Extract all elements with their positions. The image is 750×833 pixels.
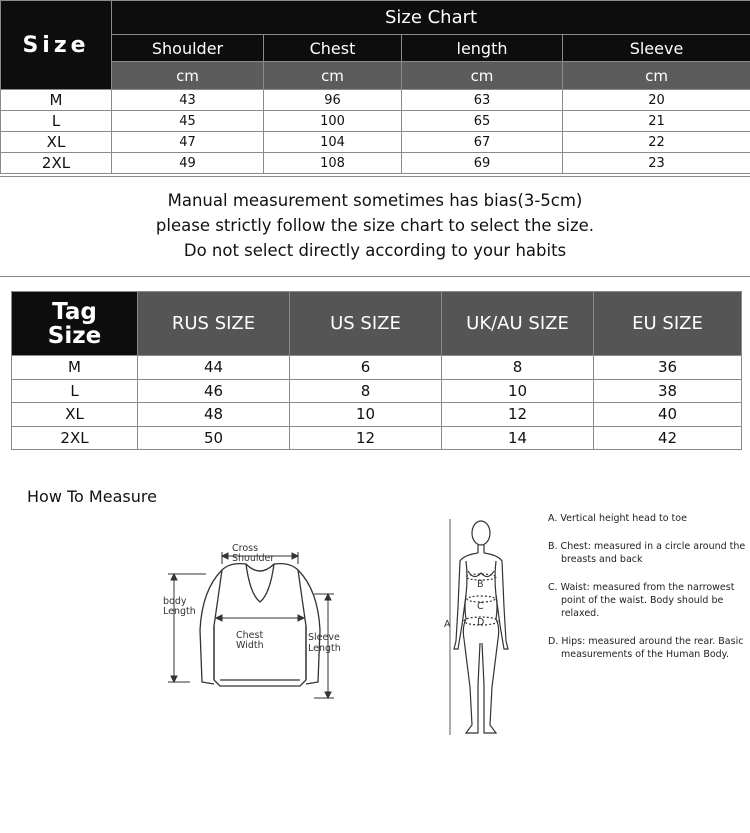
table-cell: 36	[594, 356, 742, 380]
unit-label: cm	[112, 62, 264, 90]
figure-label-c: C	[477, 601, 484, 612]
note-line: please strictly follow the size chart to select the size.	[155, 216, 595, 235]
row-size-label: L	[12, 379, 138, 403]
table-row	[1, 111, 750, 132]
table-cell: 46	[138, 379, 290, 403]
table-row	[1, 153, 750, 174]
note-line: Do not select directly according to your habits	[183, 241, 567, 260]
label-cross-shoulder: Shoulder	[232, 553, 275, 564]
column-header: Chest	[264, 35, 402, 62]
table-cell: 10	[442, 379, 594, 403]
table-row	[12, 426, 742, 450]
table-cell: 50	[138, 426, 290, 450]
label-body-length: body	[163, 596, 187, 607]
table-cell: 12	[290, 426, 442, 450]
column-header: UK/AU SIZE	[442, 292, 594, 356]
unit-label: cm	[402, 62, 563, 90]
column-header: Shoulder	[112, 35, 264, 62]
tag-label-line: Size	[47, 322, 102, 349]
table-row	[12, 379, 742, 403]
table-cell: 40	[594, 403, 742, 427]
table-cell: 65	[402, 111, 563, 132]
table-cell: 6	[290, 356, 442, 380]
table-row	[1, 132, 750, 153]
row-size-label: M	[12, 356, 138, 380]
figure-label-b: B	[477, 579, 484, 590]
table-row	[1, 90, 750, 111]
table-cell: 48	[138, 403, 290, 427]
body-figure-diagram	[440, 515, 540, 745]
definition-item: C. Waist: measured from the narrowest point of the waist. Body should be relaxed.	[548, 582, 735, 619]
table-cell: 67	[402, 132, 563, 153]
definition-item: A. Vertical height head to toe	[548, 513, 687, 524]
measurement-note	[0, 176, 750, 277]
column-header: RUS SIZE	[138, 292, 290, 356]
definition-item: D. Hips: measured around the rear. Basic measurements of the Human Body.	[548, 636, 744, 660]
row-size-label: XL	[1, 132, 112, 153]
table-cell: 49	[112, 153, 264, 174]
table-cell: 100	[264, 111, 402, 132]
table-cell: 108	[264, 153, 402, 174]
table-row	[12, 356, 742, 380]
table-cell: 44	[138, 356, 290, 380]
size-chart-table	[0, 0, 750, 174]
table-cell: 14	[442, 426, 594, 450]
row-size-label: L	[1, 111, 112, 132]
unit-label: cm	[563, 62, 750, 90]
table-cell: 21	[563, 111, 750, 132]
tag-size-corner-label	[12, 292, 138, 356]
row-size-label: XL	[12, 403, 138, 427]
size-chart-title: Size Chart	[112, 1, 750, 35]
table-cell: 8	[442, 356, 594, 380]
column-header: EU SIZE	[594, 292, 742, 356]
row-size-label: M	[1, 90, 112, 111]
column-header: length	[402, 35, 563, 62]
garment-measure-diagram	[150, 530, 370, 730]
table-cell: 69	[402, 153, 563, 174]
how-to-measure-title: How To Measure	[27, 487, 157, 506]
label-body-length: Length	[163, 606, 196, 617]
column-header: Sleeve	[563, 35, 750, 62]
label-cross-shoulder: Cross	[232, 543, 259, 554]
table-cell: 23	[563, 153, 750, 174]
table-cell: 10	[290, 403, 442, 427]
table-cell: 22	[563, 132, 750, 153]
unit-label: cm	[264, 62, 402, 90]
table-cell: 42	[594, 426, 742, 450]
measurement-definitions	[548, 512, 748, 676]
label-chest-width: Chest	[236, 630, 264, 641]
label-sleeve-length: Length	[308, 643, 341, 654]
tag-label-line: Tag	[52, 298, 97, 325]
table-cell: 20	[563, 90, 750, 111]
note-line: Manual measurement sometimes has bias(3-5cm)	[167, 191, 583, 210]
label-chest-width: Width	[236, 640, 264, 651]
table-cell: 63	[402, 90, 563, 111]
figure-label-a: A	[444, 619, 451, 630]
size-conversion-table	[11, 291, 742, 450]
row-size-label: 2XL	[1, 153, 112, 174]
table-cell: 104	[264, 132, 402, 153]
row-size-label: 2XL	[12, 426, 138, 450]
table-cell: 96	[264, 90, 402, 111]
size-corner-label: Size	[1, 1, 112, 90]
figure-label-d: D	[477, 617, 485, 628]
table-cell: 38	[594, 379, 742, 403]
table-cell: 8	[290, 379, 442, 403]
table-cell: 12	[442, 403, 594, 427]
table-cell: 43	[112, 90, 264, 111]
table-cell: 47	[112, 132, 264, 153]
table-row	[12, 403, 742, 427]
column-header: US SIZE	[290, 292, 442, 356]
table-cell: 45	[112, 111, 264, 132]
label-sleeve-length: Sleeve	[308, 632, 340, 643]
definition-item: B. Chest: measured in a circle around the breasts and back	[548, 541, 746, 565]
